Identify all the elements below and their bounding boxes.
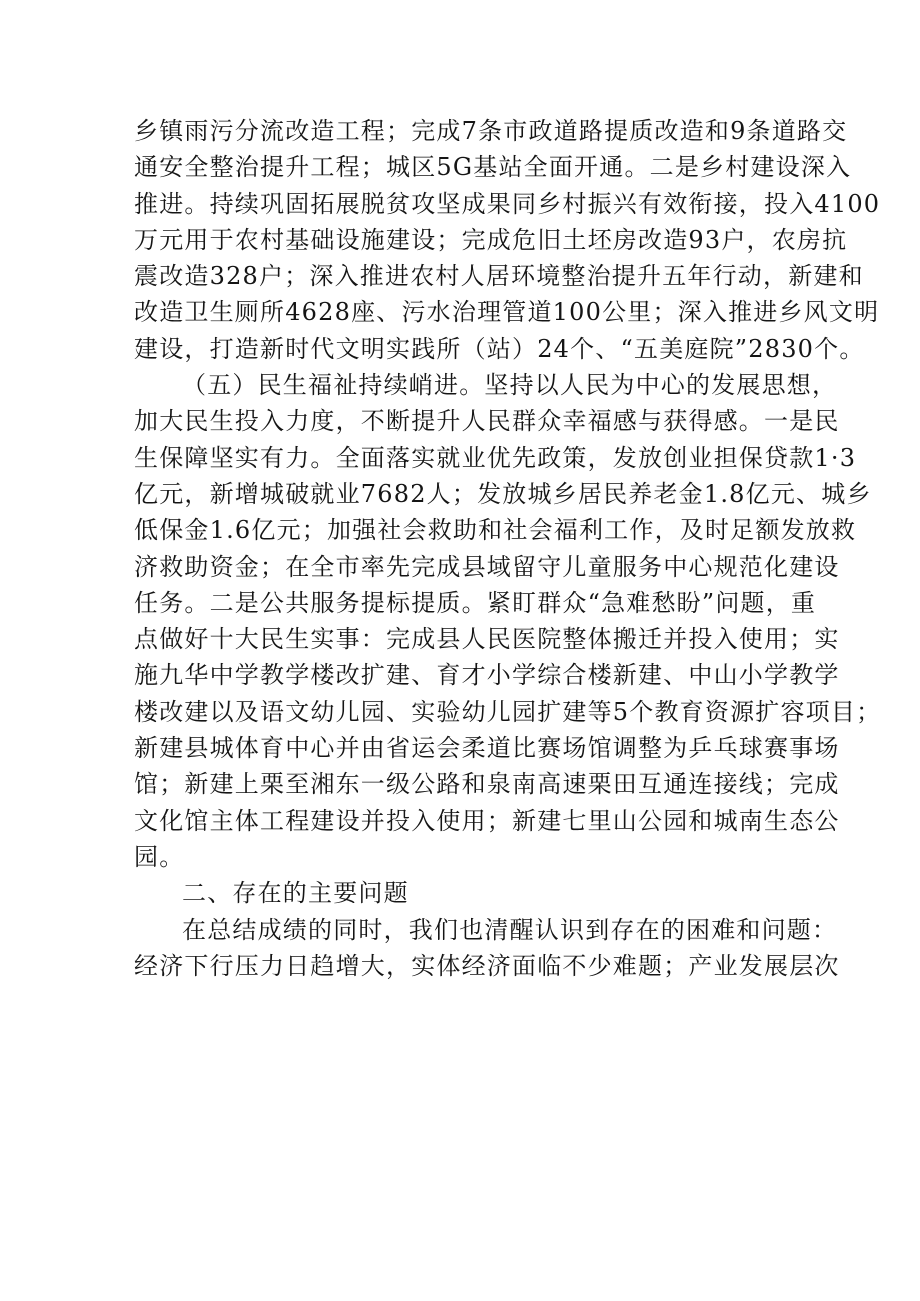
text-line: 低保金1.6亿元；加强社会救助和社会福利工作，及时足额发放救 — [134, 516, 857, 545]
text-line: 震改造328户；深入推进农村人居环境整治提升五年行动，新建和 — [134, 262, 864, 291]
text-line: 生保障坚实有力。全面落实就业优先政策，发放创业担保贷款1·3 — [134, 443, 857, 472]
text-line: 园。 — [134, 842, 185, 871]
text-line: 施九华中学教学楼改扩建、育才小学综合楼新建、中山小学教学 — [134, 661, 840, 690]
body-text — [134, 113, 882, 984]
text-line: 文化馆主体工程建设并投入使用；新建七里山公园和城南生态公 — [134, 806, 840, 835]
text-line: 新建县城体育中心并由省运会柔道比赛场馆调整为乒乓球赛事场 — [134, 734, 840, 763]
text-line: 推进。持续巩固拓展脱贫攻坚成果同乡村振兴有效衔接，投入4100 — [134, 189, 881, 218]
text-line: 建设，打造新时代文明实践所（站）24个、“五美庭院”2830个。 — [134, 334, 865, 363]
text-line: 楼改建以及语文幼儿园、实验幼儿园扩建等5个教育资源扩容项目； — [134, 697, 882, 726]
text-line: 万元用于农村基础设施建设；完成危旧土坯房改造93户，农房抗 — [134, 225, 848, 254]
text-line: 二、存在的主要问题 — [182, 879, 409, 908]
text-line: 经济下行压力日趋增大，实体经济面临不少难题；产业发展层次 — [134, 951, 840, 980]
text-line: 亿元，新增城破就业7682人；发放城乡居民养老金1.8亿元、城乡 — [134, 479, 872, 508]
text-line: 点做好十大民生实事：完成县人民医院整体搬迁并投入使用；实 — [134, 625, 840, 654]
text-line: 加大民生投入力度，不断提升人民群众幸福感与获得感。一是民 — [134, 407, 840, 436]
text-line: （五）民生福祉持续峭进。坚持以人民为中心的发展思想， — [182, 371, 838, 400]
text-line: 在总结成绩的同时，我们也清醒认识到存在的困难和问题： — [182, 915, 838, 944]
text-line: 通安全整治提升工程；城区5G基站全面开通。二是乡村建设深入 — [134, 153, 852, 182]
text-line: 馆；新建上栗至湘东一级公路和泉南高速栗田互通连接线；完成 — [134, 770, 840, 799]
text-line: 乡镇雨污分流改造工程；完成7条市政道路提质改造和9条道路交 — [134, 117, 848, 145]
text-line: 济救助资金；在全市率先完成县域留守儿童服务中心规范化建设 — [134, 552, 840, 581]
text-line: 任务。二是公共服务提标提质。紧盯群众“急难愁盼”问题，重 — [134, 588, 817, 617]
text-line: 改造卫生厕所4628座、污水治理管道100公里；深入推进乡风文明 — [134, 298, 880, 327]
